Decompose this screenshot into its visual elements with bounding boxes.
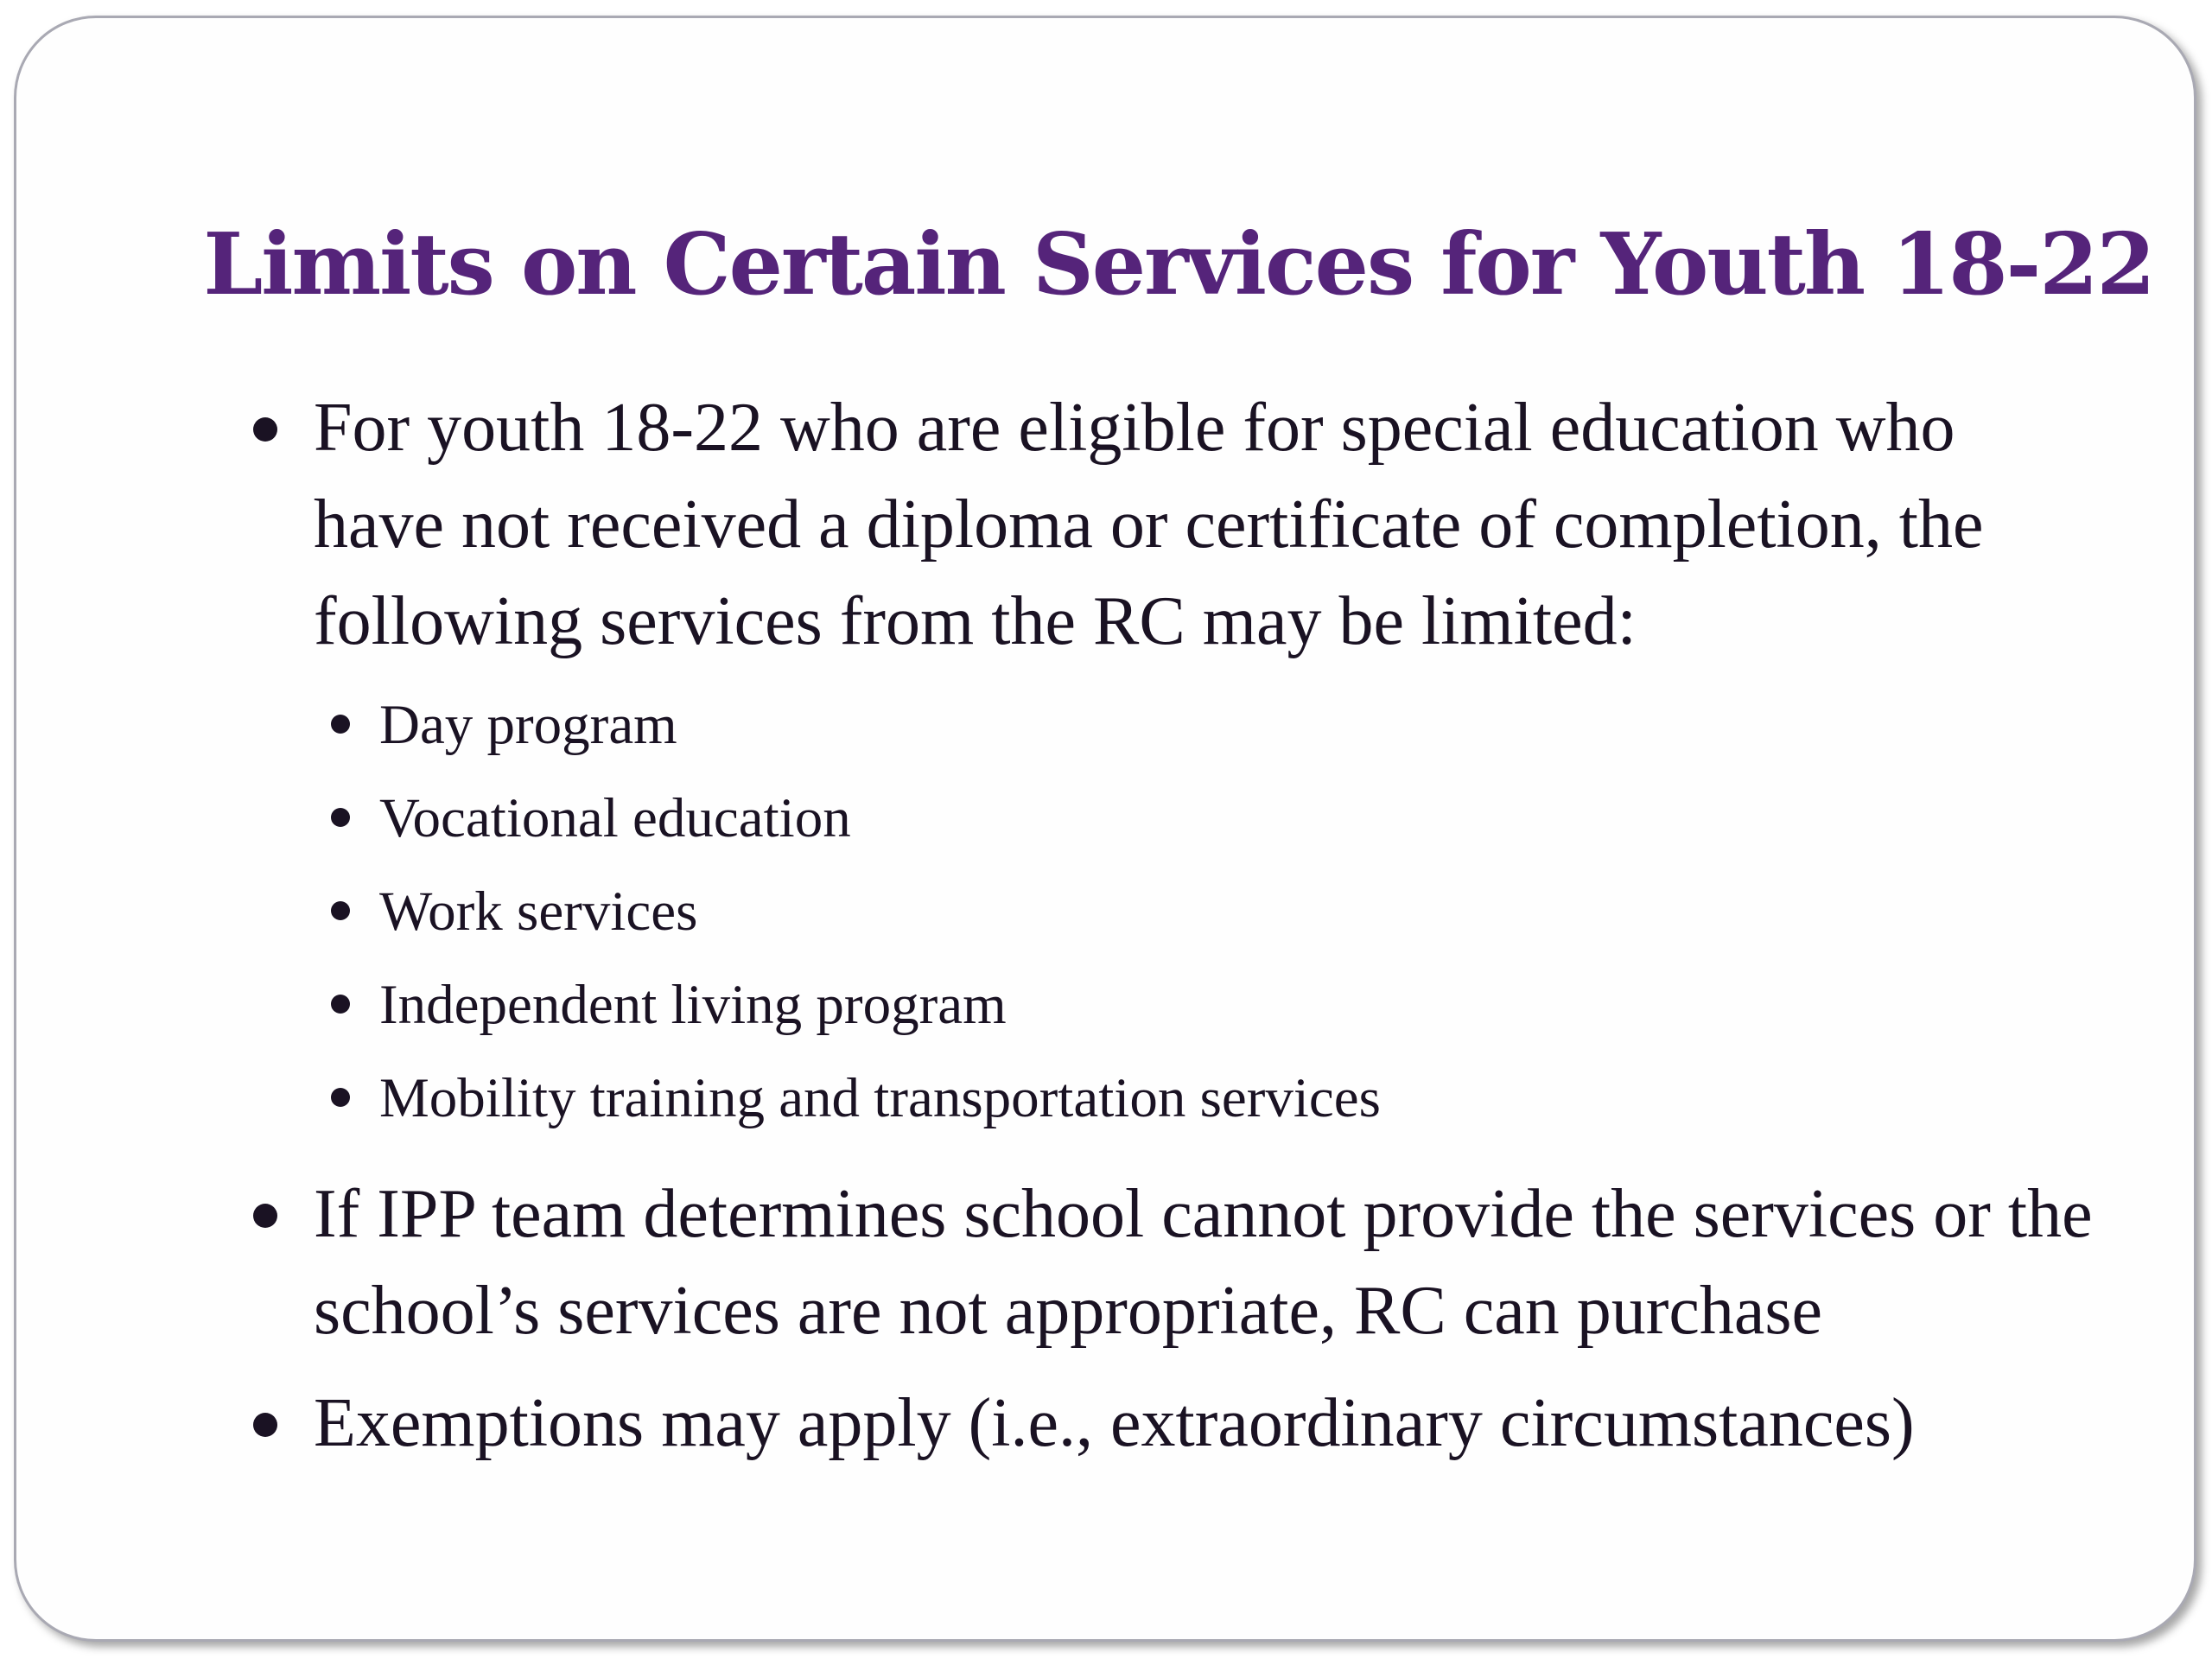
sub-bullet-item (379, 772, 2094, 865)
sub-bullet-dot-icon (331, 995, 350, 1014)
bullet-text: For youth 18-22 who are eligible for special education who have not received a diploma or certificate of completion, the following services from the RC may be limited: (314, 390, 1984, 659)
sub-bullet-dot-icon (331, 808, 350, 827)
bullet-item (314, 379, 2094, 670)
bullet-dot-icon (253, 417, 277, 442)
bullet-item (314, 1166, 2094, 1359)
sub-bullet-dot-icon (331, 715, 350, 734)
sub-bullet-text: Work services (379, 880, 698, 943)
sub-bullet-text: Independent living program (379, 974, 1007, 1036)
sub-bullet-dot-icon (331, 1088, 350, 1107)
bullet-text: If IPP team determines school cannot provide the services or the school’s services are not appropriate, RC can purchase (314, 1176, 2093, 1349)
sub-bullet-item (379, 1052, 2094, 1145)
sub-bullet-text: Vocational education (379, 787, 851, 849)
sub-bullet-item (379, 865, 2094, 958)
slide-content (314, 379, 2094, 1471)
sub-bullet-dot-icon (331, 901, 350, 920)
sub-bullet-text: Day program (379, 694, 677, 756)
sub-bullet-item (379, 958, 2094, 1052)
slide-title: Limits on Certain Services for Youth 18-22 (203, 215, 2154, 315)
bullet-text: Exemptions may apply (i.e., extraordinary circumstances) (314, 1385, 1915, 1461)
bullet-item (314, 1375, 2094, 1471)
sub-bullet-text: Mobility training and transportation services (379, 1067, 1381, 1129)
bullet-dot-icon (253, 1413, 277, 1437)
bullet-dot-icon (253, 1204, 277, 1228)
sub-bullet-item (379, 678, 2094, 772)
slide (14, 16, 2196, 1642)
